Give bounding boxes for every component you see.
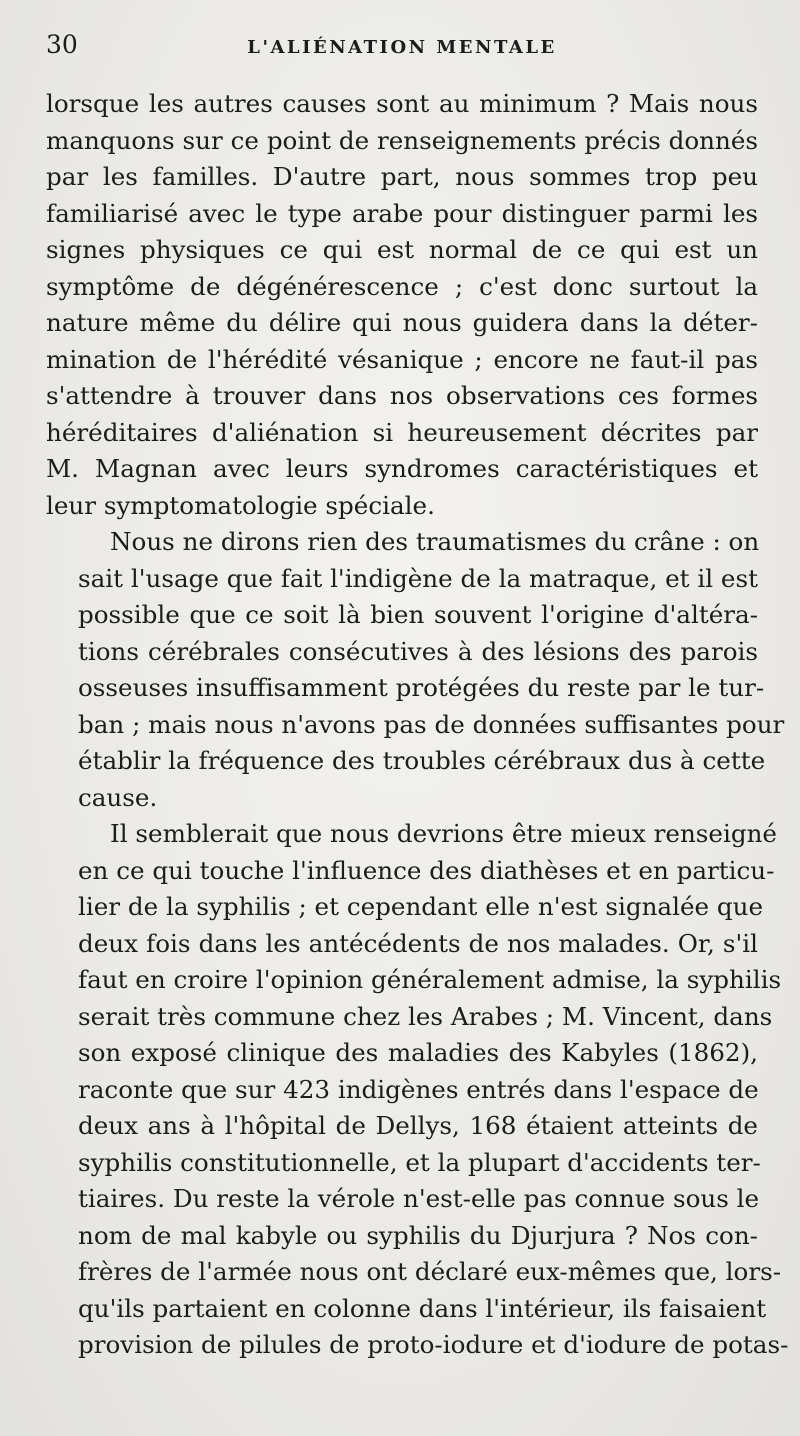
text-line: deux fois dans les antécédents de nos malades. Or, s'il bbox=[78, 928, 758, 958]
text-line: symptôme de dégénérescence ; c'est donc surtout la bbox=[46, 271, 758, 301]
text-line: son exposé clinique des maladies des Kabyles (1862), bbox=[78, 1038, 758, 1067]
paragraph bbox=[46, 524, 785, 816]
paragraph bbox=[46, 816, 789, 1364]
text-line: ban ; mais nous n'avons pas de données suffisantes pour bbox=[78, 709, 785, 739]
text-line: M. Magnan avec leurs syndromes caractéristiques et bbox=[46, 454, 758, 483]
text-line: deux ans à l'hôpital de Dellys, 168 étaient atteints de bbox=[78, 1111, 758, 1140]
text-line: leur symptomatologie spéciale. bbox=[46, 490, 435, 520]
text-line: frères de l'armée nous ont déclaré eux-mêmes que, lors- bbox=[78, 1257, 782, 1286]
text-line: osseuses insuffisamment protégées du reste par le tur- bbox=[78, 673, 765, 702]
text-line: qu'ils partaient en colonne dans l'intérieur, ils faisaient bbox=[78, 1293, 767, 1323]
text-line: familiarisé avec le type arabe pour distinguer parmi les bbox=[46, 198, 758, 228]
text-line: cause. bbox=[78, 782, 158, 812]
text-line: en ce qui touche l'influence des diathèses et en particu- bbox=[78, 855, 775, 885]
text-line: faut en croire l'opinion généralement admise, la syphilis bbox=[78, 965, 782, 994]
running-head bbox=[46, 30, 758, 76]
text-line: s'attendre à trouver dans nos observations ces formes bbox=[46, 381, 758, 410]
text-line: nature même du délire qui nous guidera dans la déter- bbox=[46, 308, 758, 337]
running-title: L'ALIÉNATION MENTALE bbox=[247, 37, 557, 58]
text-line: signes physiques ce qui est normal de ce qui est un bbox=[46, 235, 758, 264]
text-line: lier de la syphilis ; et cependant elle n'est signalée que bbox=[78, 892, 764, 921]
text-line: établir la fréquence des troubles cérébraux dus à cette bbox=[78, 746, 766, 775]
text-line: tions cérébrales consécutives à des lésions des parois bbox=[78, 636, 758, 666]
paragraph bbox=[46, 86, 758, 524]
text-line: serait très commune chez les Arabes ; M. Vincent, dans bbox=[78, 1001, 773, 1031]
body-text bbox=[46, 86, 789, 1364]
text-line: Il semblerait que nous devrions être mieux renseigné bbox=[110, 819, 777, 848]
page-number: 30 bbox=[46, 30, 78, 59]
text-line: possible que ce soit là bien souvent l'origine d'altéra- bbox=[78, 600, 758, 629]
text-line: tiaires. Du reste la vérole n'est-elle pas connue sous le bbox=[78, 1184, 760, 1213]
text-line: Nous ne dirons rien des traumatismes du crâne : on bbox=[110, 527, 760, 556]
text-line: mination de l'hérédité vésanique ; encore ne faut-il pas bbox=[46, 344, 758, 374]
text-line: lorsque les autres causes sont au minimum ? Mais nous bbox=[46, 89, 758, 118]
text-line: syphilis constitutionnelle, et la plupart d'accidents ter- bbox=[78, 1147, 761, 1177]
text-line: héréditaires d'aliénation si heureusement décrites par bbox=[46, 417, 758, 447]
text-line: par les familles. D'autre part, nous sommes trop peu bbox=[46, 162, 758, 191]
text-line: nom de mal kabyle ou syphilis du Djurjura ? Nos con- bbox=[78, 1220, 758, 1250]
text-line: raconte que sur 423 indigènes entrés dans l'espace de bbox=[78, 1074, 759, 1104]
text-line: provision de pilules de proto-iodure et d'iodure de potas- bbox=[78, 1330, 789, 1359]
text-line: manquons sur ce point de renseignements précis donnés bbox=[46, 125, 758, 155]
text-line: sait l'usage que fait l'indigène de la matraque, et il est bbox=[78, 563, 758, 593]
